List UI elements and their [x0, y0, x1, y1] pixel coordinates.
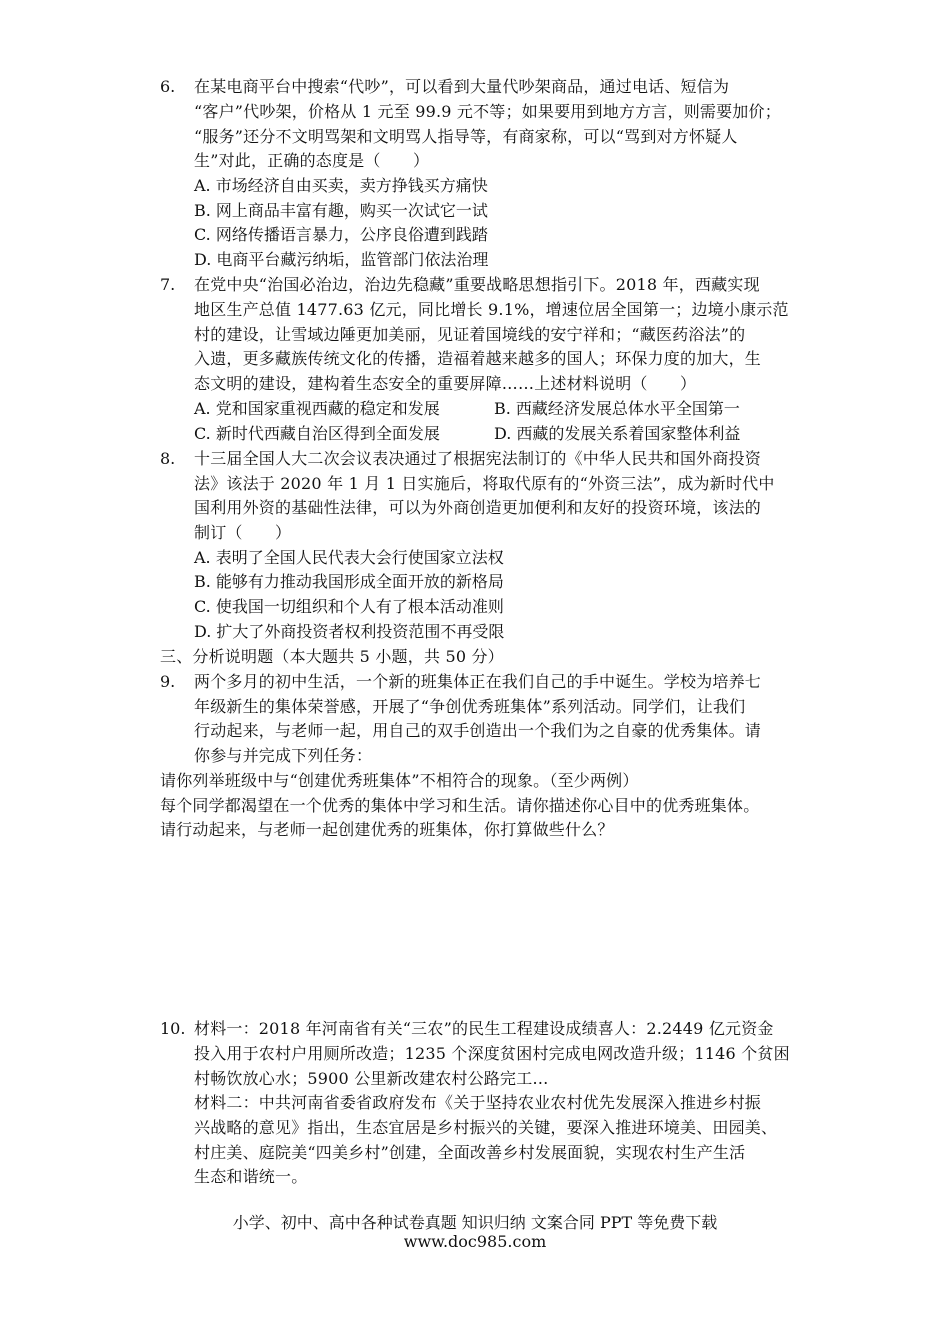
- section-heading: 三、分析说明题（本大题共 5 小题，共 50 分）: [160, 647, 504, 666]
- question-text-line: 十三届全国人大二次会议表决通过了根据宪法制订的《中华人民共和国外商投资: [194, 449, 762, 468]
- question-text-line: 制订（ ）: [194, 523, 292, 542]
- question-text-line: 在某电商平台中搜索“代吵”，可以看到大量代吵架商品，通过电话、短信为: [194, 77, 730, 96]
- question-text-line: 态文明的建设，建构着生态安全的重要屏障……上述材料说明（ ）: [194, 374, 697, 393]
- question-text-line: 行动起来，与老师一起，用自己的双手创造出一个我们为之自豪的优秀集体。请: [194, 721, 762, 740]
- question-text-line: 兴战略的意见》指出，生态宜居是乡村振兴的关键，要深入推进环境美、田园美、: [194, 1118, 778, 1137]
- question-text-line: 你参与并完成下列任务：: [194, 746, 373, 765]
- question-task: 请行动起来，与老师一起创建优秀的班集体，你打算做些什么？: [160, 820, 614, 839]
- option-c: C. 网络传播语言暴力，公序良俗遭到践踏: [194, 225, 488, 244]
- question-text-line: 法》该法于 2020 年 1 月 1 日实施后，将取代原有的“外资三法”，成为新时代中: [194, 474, 775, 493]
- question-text-line: 材料一：2018 年河南省有关“三农”的民生工程建设成绩喜人：2.2449 亿元资金: [194, 1019, 774, 1038]
- question-text-line: 年级新生的集体荣誉感，开展了“争创优秀班集体”系列活动。同学们，让我们: [194, 697, 746, 716]
- option-b: B. 能够有力推动我国形成全面开放的新格局: [194, 572, 504, 591]
- question-text-line: 材料二：中共河南省委省政府发布《关于坚持农业农村优先发展深入推进乡村振: [194, 1093, 762, 1112]
- question-text-line: 村畅饮放心水；5900 公里新改建农村公路完工…: [194, 1069, 549, 1088]
- option-c: C. 新时代西藏自治区得到全面发展: [194, 424, 440, 443]
- option-d: D. 电商平台藏污纳垢，监管部门依法治理: [194, 250, 489, 269]
- option-a: A. 表明了全国人民代表大会行使国家立法权: [194, 548, 504, 567]
- question-text-line: 村的建设，让雪域边陲更加美丽，见证着国境线的安宁祥和；“藏医药浴法”的: [194, 325, 746, 344]
- option-b: B. 西藏经济发展总体水平全国第一: [494, 399, 740, 418]
- question-number: 9.: [160, 672, 176, 691]
- question-text-line: 国利用外资的基础性法律，可以为外商创造更加便利和友好的投资环境，该法的: [194, 498, 762, 517]
- option-d: D. 扩大了外商投资者权利投资范围不再受限: [194, 622, 505, 641]
- option-a: A. 党和国家重视西藏的稳定和发展: [194, 399, 440, 418]
- question-number: 6.: [160, 77, 176, 96]
- question-text-line: 地区生产总值 1477.63 亿元，同比增长 9.1%，增速位居全国第一；边境小康示范: [194, 300, 789, 319]
- question-number: 7.: [160, 275, 176, 294]
- question-text-line: 投入用于农村户用厕所改造；1235 个深度贫困村完成电网改造升级；1146 个贫困: [194, 1044, 790, 1063]
- question-text-line: 生”对此，正确的态度是（ ）: [194, 151, 430, 170]
- question-text-line: “服务”还分不文明骂架和文明骂人指导等，有商家称，可以“骂到对方怀疑人: [194, 127, 738, 146]
- question-text-line: 两个多月的初中生活，一个新的班集体正在我们自己的手中诞生。学校为培养七: [194, 672, 762, 691]
- question-text-line: “客户”代吵架，价格从 1 元至 99.9 元不等；如果要用到地方方言，则需要加价；: [194, 102, 781, 121]
- option-a: A. 市场经济自由买卖，卖方挣钱买方痛快: [194, 176, 488, 195]
- question-number: 8.: [160, 449, 176, 468]
- footer-text: 小学、初中、高中各种试卷真题 知识归纳 文案合同 PPT 等免费下载: [232, 1213, 718, 1232]
- option-d: D. 西藏的发展关系着国家整体利益: [494, 424, 741, 443]
- question-text-line: 生态和谐统一。: [194, 1167, 308, 1186]
- footer-link[interactable]: www.doc985.com: [403, 1232, 547, 1251]
- question-text-line: 在党中央“治国必治边，治边先稳藏”重要战略思想指引下。2018 年，西藏实现: [194, 275, 760, 294]
- question-number: 10.: [160, 1019, 186, 1038]
- option-b: B. 网上商品丰富有趣，购买一次试它一试: [194, 201, 488, 220]
- option-c: C. 使我国一切组织和个人有了根本活动准则: [194, 597, 504, 616]
- question-text-line: 入遗，更多藏族传统文化的传播，造福着越来越多的国人；环保力度的加大，生: [194, 349, 762, 368]
- question-task: 每个同学都渴望在一个优秀的集体中学习和生活。请你描述你心目中的优秀班集体。: [160, 796, 760, 815]
- question-text-line: 村庄美、庭院美“四美乡村”创建，全面改善乡村发展面貌，实现农村生产生活: [194, 1143, 746, 1162]
- question-task: 请你列举班级中与“创建优秀班集体”不相符合的现象。（至少两例）: [160, 771, 639, 790]
